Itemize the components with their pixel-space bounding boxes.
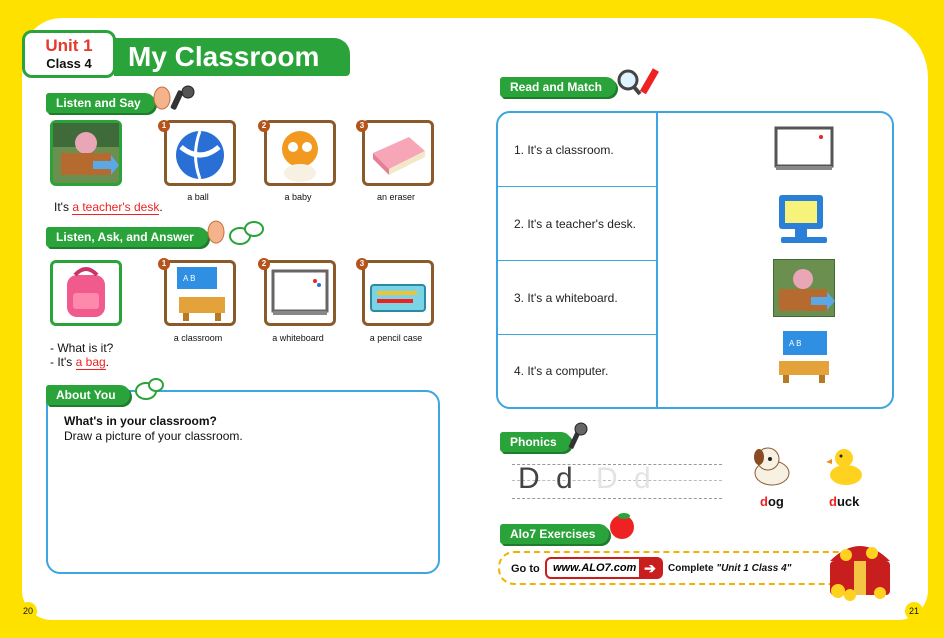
item-number: 3 <box>356 258 368 270</box>
item-number: 3 <box>356 120 368 132</box>
word-dog <box>760 494 784 509</box>
section-heading-read-match <box>500 77 616 97</box>
sentence-prefix: It's <box>54 200 69 214</box>
sentence-text: 1. It's a classroom. <box>514 142 614 157</box>
table-divider <box>656 113 658 407</box>
section-heading-listen-say <box>46 93 155 113</box>
go-to-text: Go to <box>511 563 540 575</box>
sentence-text: 2. It's a teacher's desk. <box>514 216 636 231</box>
heading-text: Phonics <box>510 435 557 449</box>
svg-text:A B: A B <box>789 339 802 348</box>
ear-icon <box>152 84 196 117</box>
word-rest: og <box>767 494 784 509</box>
svg-text:A B: A B <box>183 274 196 283</box>
duck-picture <box>824 443 866 494</box>
heading-text: Listen and Say <box>56 96 141 110</box>
answer-prefix: - It's <box>50 355 73 369</box>
answer-line <box>50 355 109 369</box>
dog-picture <box>748 443 794 494</box>
heading-text: Alo7 Exercises <box>510 527 596 541</box>
item-number: 2 <box>258 120 270 132</box>
sentence-text: 3. It's a whiteboard. <box>514 290 618 305</box>
page-title: My Classroom <box>114 38 350 76</box>
heading-text: Read and Match <box>510 80 603 94</box>
treasure-chest-icon <box>824 531 896 608</box>
about-you-prompt: What's in your classroom? <box>64 414 217 428</box>
classroom-picture <box>164 260 236 326</box>
heading-text: About You <box>56 388 116 402</box>
section-heading-listen-ask <box>46 227 208 247</box>
unit-badge <box>22 30 116 78</box>
page-number-right: 21 <box>905 602 923 620</box>
ear-speech-icon <box>206 218 266 253</box>
word-first-letter: d <box>829 494 837 509</box>
whiteboard-picture <box>264 260 336 326</box>
item-caption: a ball <box>187 192 209 202</box>
answer-text: a bag <box>75 355 106 369</box>
match-computer-picture[interactable] <box>773 193 835 250</box>
match-sentence[interactable] <box>498 335 656 407</box>
sentence-text: 4. It's a computer. <box>514 364 609 378</box>
apple-icon <box>604 509 640 546</box>
item-caption: a baby <box>284 192 312 202</box>
class-label: Class 4 <box>46 56 92 71</box>
match-whiteboard-picture[interactable] <box>773 125 835 176</box>
item-caption: a whiteboard <box>272 333 324 343</box>
speech-bubble-icon <box>134 376 164 407</box>
match-sentence[interactable] <box>498 113 656 187</box>
pencil-case-picture <box>362 260 434 326</box>
ball-picture <box>164 120 236 186</box>
section-heading-phonics <box>500 432 571 452</box>
item-number: 2 <box>258 258 270 270</box>
word-rest: uck <box>836 494 860 509</box>
question-text: - What is it? <box>50 341 114 355</box>
arrow-right-icon: ➔ <box>639 559 661 577</box>
microphone-icon <box>566 421 590 456</box>
match-classroom-picture[interactable] <box>773 329 835 390</box>
page-number-left: 20 <box>19 602 37 620</box>
answer-suffix: . <box>105 355 110 369</box>
complete-text <box>668 563 791 574</box>
teachers-desk-picture <box>50 120 122 186</box>
item-caption: an eraser <box>376 192 416 202</box>
section-heading-about-you <box>46 385 130 405</box>
match-sentence[interactable] <box>498 187 656 261</box>
item-caption: a pencil case <box>369 333 423 343</box>
phonics-trace-letters: D d <box>596 462 655 495</box>
baby-picture <box>264 120 336 186</box>
match-teachers-desk-picture[interactable] <box>773 259 835 322</box>
section-heading-exercises <box>500 524 609 544</box>
complete-prefix: Complete <box>668 563 714 574</box>
word-first-letter: d <box>760 494 768 509</box>
match-table <box>496 111 894 409</box>
bag-picture <box>50 260 122 326</box>
sentence-answer: a teacher's desk <box>72 200 160 214</box>
item-number: 1 <box>158 258 170 270</box>
url-text: www.ALO7.com <box>553 562 637 574</box>
match-sentence[interactable] <box>498 261 656 335</box>
listen-say-sentence <box>54 200 163 214</box>
about-you-instruction: Draw a picture of your classroom. <box>64 429 243 443</box>
heading-text: Listen, Ask, and Answer <box>56 230 194 244</box>
eraser-picture <box>362 120 434 186</box>
alo7-link[interactable] <box>545 557 663 579</box>
unit-label: Unit 1 <box>45 36 93 55</box>
item-number: 1 <box>158 120 170 132</box>
magnifier-pencil-icon <box>614 66 664 103</box>
word-duck <box>829 494 859 509</box>
item-caption: a classroom <box>173 333 223 343</box>
complete-target: "Unit 1 Class 4" <box>716 563 792 574</box>
sentence-suffix: . <box>159 200 163 214</box>
phonics-letters: D d <box>518 462 577 495</box>
tracing-lines[interactable] <box>512 460 722 502</box>
